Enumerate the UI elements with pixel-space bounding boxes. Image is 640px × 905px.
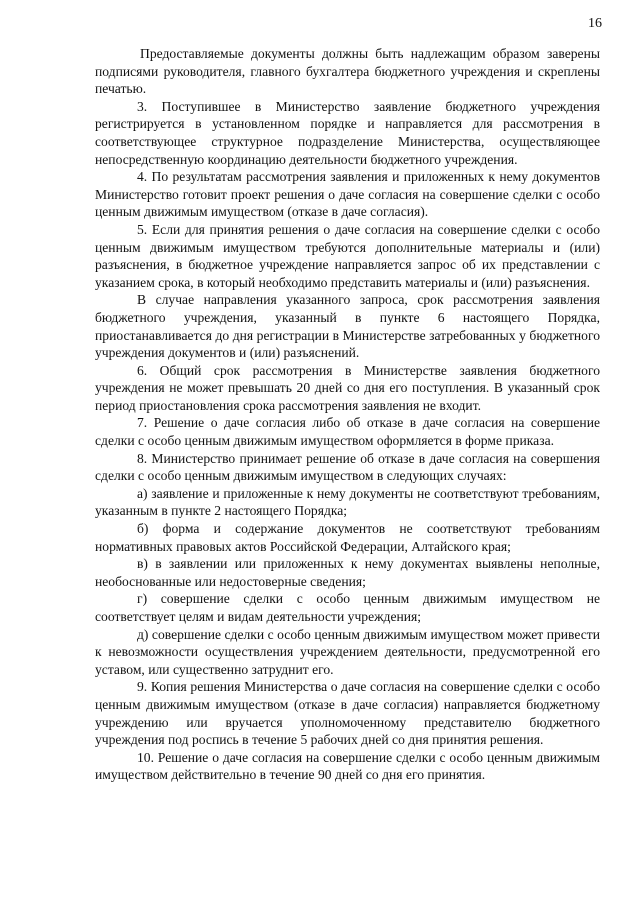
paragraph-5-suspension: В случае направления указанного запроса, срок рассмотрения заявления бюджетного учреждения, указанный в пункте 6 настоящего Порядка, приостанавливается до дня регистрации в Министерстве затребованных у бюджетного учреждения документов и (или) разъяснений. xyxy=(95,292,600,361)
paragraph-7-order: 7. Решение о даче согласия либо об отказе в даче согласия на совершение сделки с особо ценным движимым имуществом оформляется в форме приказа. xyxy=(95,415,600,449)
page-number: 16 xyxy=(588,16,602,31)
paragraph-8-refusal: 8. Министерство принимает решение об отказе в даче согласия на совершения сделки с особо ценным движимым имуществом в следующих случаях: xyxy=(95,450,600,484)
paragraph-8-item-g: г) совершение сделки с особо ценным движимым имуществом не соответствует целям и видам деятельности учреждения; xyxy=(95,591,600,624)
document-body xyxy=(95,45,600,784)
paragraph-6-term: 6. Общий срок рассмотрения в Министерстве заявления бюджетного учреждения не может превышать 20 дней со дня его поступления. В указанный срок период приостановления срока рассмотрения заявления не входит. xyxy=(95,362,600,413)
paragraph-8-item-v: в) в заявлении или приложенных к нему документах выявлены неполные, необоснованные или недостоверные сведения; xyxy=(95,556,600,589)
paragraph-3-registration: 3. Поступившее в Министерство заявление бюджетного учреждения регистрируется в установленном порядке и направляется для рассмотрения в соответствующее структурное подразделение Министерства, осуществляющее непосредственную координацию деятельности бюджетного учреждения. xyxy=(95,98,600,167)
paragraph-5-request: 5. Если для принятия решения о даче согласия на совершение сделки с особо ценным движимым имуществом требуются дополнительные материалы и (или) разъяснения, в бюджетное учреждение направляется запрос об их представлении с указанием срока, в который необходимо представить материалы и (или) разъяснения. xyxy=(95,221,600,290)
paragraph-9-copy: 9. Копия решения Министерства о даче согласия на совершение сделки с особо ценным движимым имуществом (отказе в даче согласия) направляется бюджетному учреждению или вручается уполномоченному представителю бюджетного учреждения под роспись в течение 5 рабочих дней со дня принятия решения. xyxy=(95,679,600,748)
paragraph-8-item-a: а) заявление и приложенные к нему документы не соответствуют требованиям, указанным в пункте 2 настоящего Порядка; xyxy=(95,485,600,519)
paragraph-8-item-b: б) форма и содержание документов не соответствуют требованиям нормативных правовых актов Российской Федерации, Алтайского края; xyxy=(95,521,600,554)
paragraph-10-validity: 10. Решение о даче согласия на совершение сделки с особо ценным движимым имуществом действительно в течение 90 дней со дня его принятия. xyxy=(95,749,600,783)
paragraph-documents-certification: Предоставляемые документы должны быть надлежащим образом заверены подписями руководителя, главного бухгалтера бюджетного учреждения и скреплены печатью. xyxy=(95,46,600,97)
paragraph-4-draft-decision: 4. По результатам рассмотрения заявления и приложенных к нему документов Министерство готовит проект решения о даче согласия на совершение сделки с особо ценным движимым имуществом (отказе в даче согласия). xyxy=(95,169,600,220)
paragraph-8-item-d: д) совершение сделки с особо ценным движимым имуществом может привести к невозможности осуществления учреждением деятельности, предусмотренной его уставом, или существенно затруднит его. xyxy=(95,626,600,677)
